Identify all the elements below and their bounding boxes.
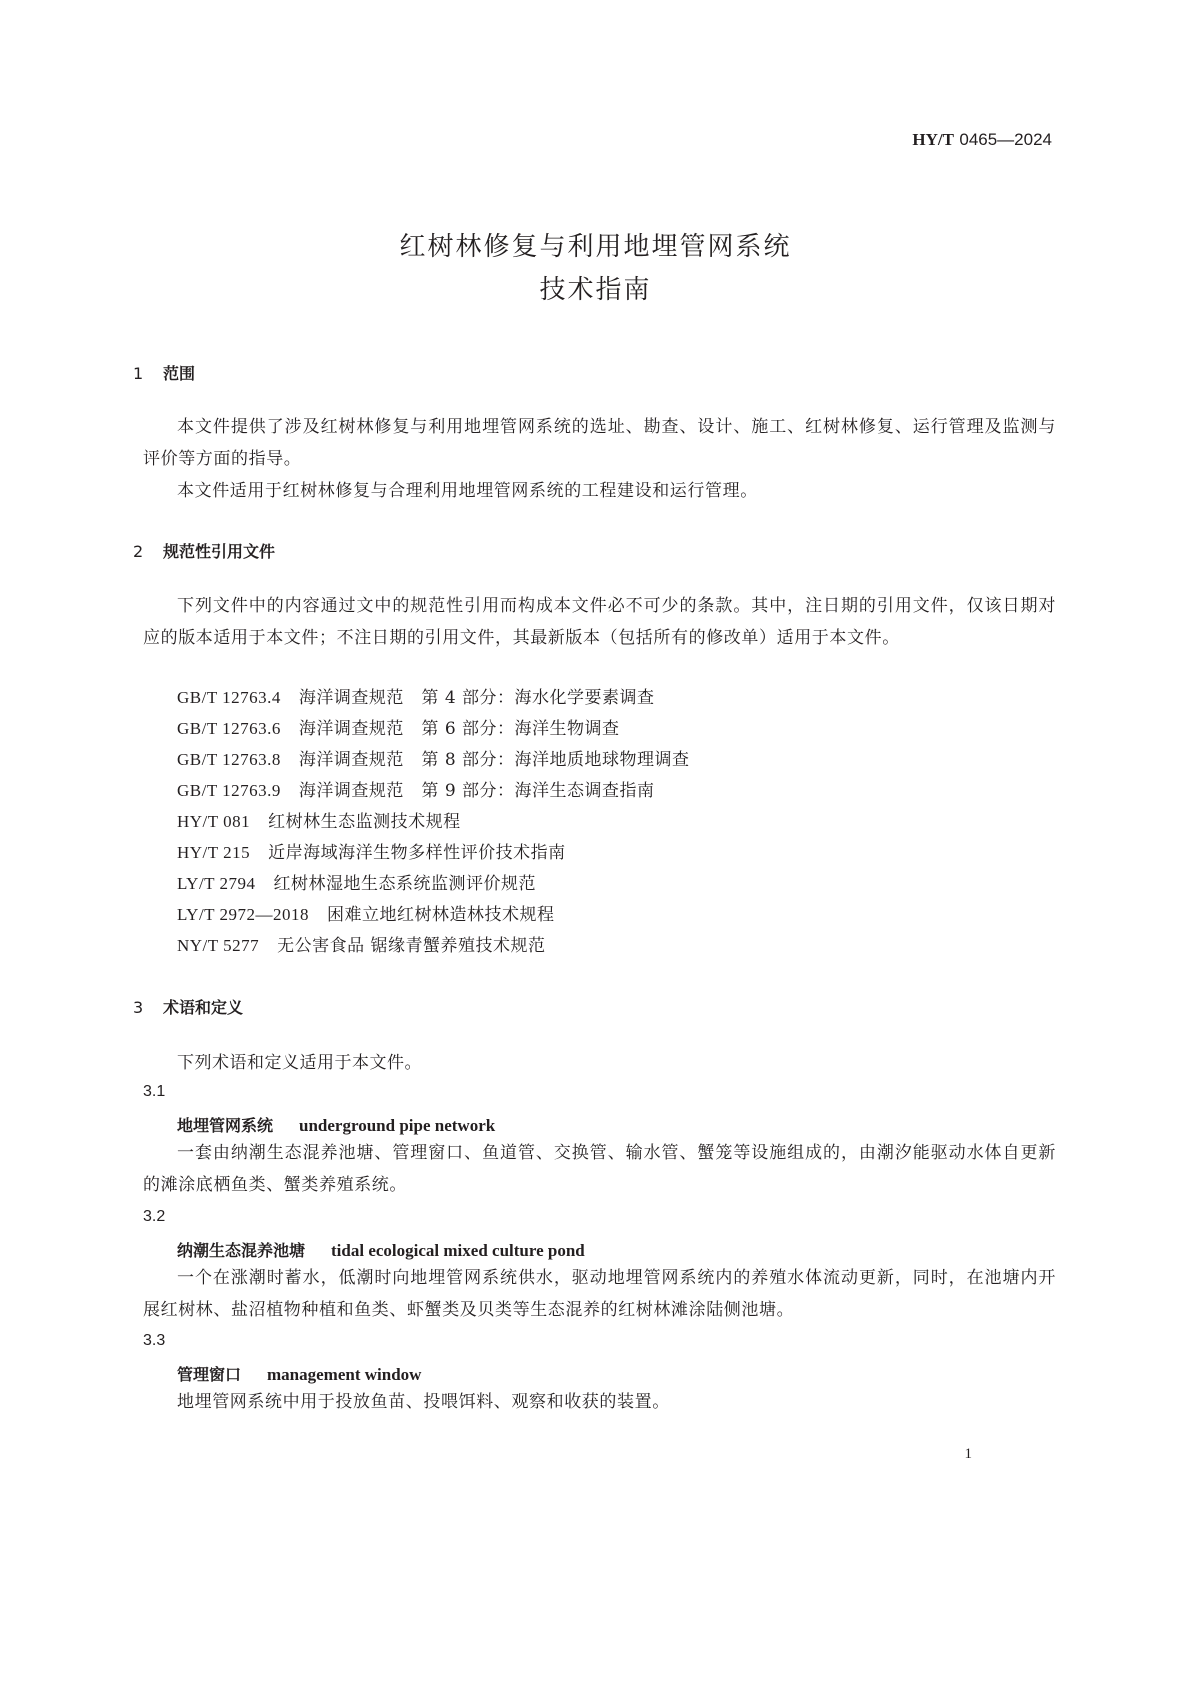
term-number: 3.3 xyxy=(143,1332,166,1349)
term-heading: 管理窗口 management window xyxy=(177,1365,422,1384)
reference-item: NY/T 5277 无公害食品 锯缘青蟹养殖技术规范 xyxy=(177,936,546,956)
section-1-heading: 1 范围 xyxy=(133,364,196,383)
standard-code-number: 0465—2024 xyxy=(959,130,1052,149)
reference-item: GB/T 12763.6 海洋调查规范 第 6 部分：海洋生物调查 xyxy=(177,719,620,739)
reference-item: HY/T 215 近岸海域海洋生物多样性评价技术指南 xyxy=(177,843,566,863)
reference-item: LY/T 2794 红树林湿地生态系统监测评价规范 xyxy=(177,874,537,894)
reference-item: GB/T 12763.4 海洋调查规范 第 4 部分：海水化学要素调查 xyxy=(177,688,655,708)
reference-item: GB/T 12763.9 海洋调查规范 第 9 部分：海洋生态调查指南 xyxy=(177,781,655,801)
page-number: 1 xyxy=(964,1446,972,1462)
term-heading: 地埋管网系统 underground pipe network xyxy=(177,1116,496,1135)
standard-code-prefix: HY/T xyxy=(912,130,954,149)
section-2-heading: 2 规范性引用文件 xyxy=(133,542,276,561)
term-definition: 一套由纳潮生态混养池塘、管理窗口、鱼道管、交换管、输水管、蟹笼等设施组成的，由潮汐能驱动水体自更新的滩涂底栖鱼类、蟹类养殖系统。 xyxy=(143,1143,1056,1195)
section-1-para-1: 本文件提供了涉及红树林修复与利用地埋管网系统的选址、勘查、设计、施工、红树林修复、运行管理及监测与评价等方面的指导。 xyxy=(143,417,1056,469)
standard-code xyxy=(912,130,1052,150)
term-number: 3.1 xyxy=(143,1083,166,1100)
reference-item: HY/T 081 红树林生态监测技术规程 xyxy=(177,812,461,832)
section-3-intro: 下列术语和定义适用于本文件。 xyxy=(177,1053,422,1073)
section-1-para-2: 本文件适用于红树林修复与合理利用地埋管网系统的工程建设和运行管理。 xyxy=(177,481,758,501)
reference-item: LY/T 2972—2018 困难立地红树林造林技术规程 xyxy=(177,905,555,925)
term-definition: 一个在涨潮时蓄水，低潮时向地埋管网系统供水，驱动地埋管网系统内的养殖水体流动更新，同时，在池塘内开展红树林、盐沼植物种植和鱼类、虾蟹类及贝类等生态混养的红树林滩涂陆侧池塘。 xyxy=(143,1268,1056,1320)
document-title-line2: 技术指南 xyxy=(539,275,652,305)
term-heading: 纳潮生态混养池塘 tidal ecological mixed culture pond xyxy=(177,1241,585,1260)
document-title-line1: 红树林修复与利用地埋管网系统 xyxy=(399,232,792,262)
reference-item: GB/T 12763.8 海洋调查规范 第 8 部分：海洋地质地球物理调查 xyxy=(177,750,690,770)
section-3-heading: 3 术语和定义 xyxy=(133,998,244,1017)
term-number: 3.2 xyxy=(143,1208,166,1225)
section-2-intro: 下列文件中的内容通过文中的规范性引用而构成本文件必不可少的条款。其中，注日期的引用文件，仅该日期对应的版本适用于本文件；不注日期的引用文件，其最新版本（包括所有的修改单）适用于本文件。 xyxy=(143,596,1056,648)
term-definition: 地埋管网系统中用于投放鱼苗、投喂饵料、观察和收获的装置。 xyxy=(177,1392,670,1412)
